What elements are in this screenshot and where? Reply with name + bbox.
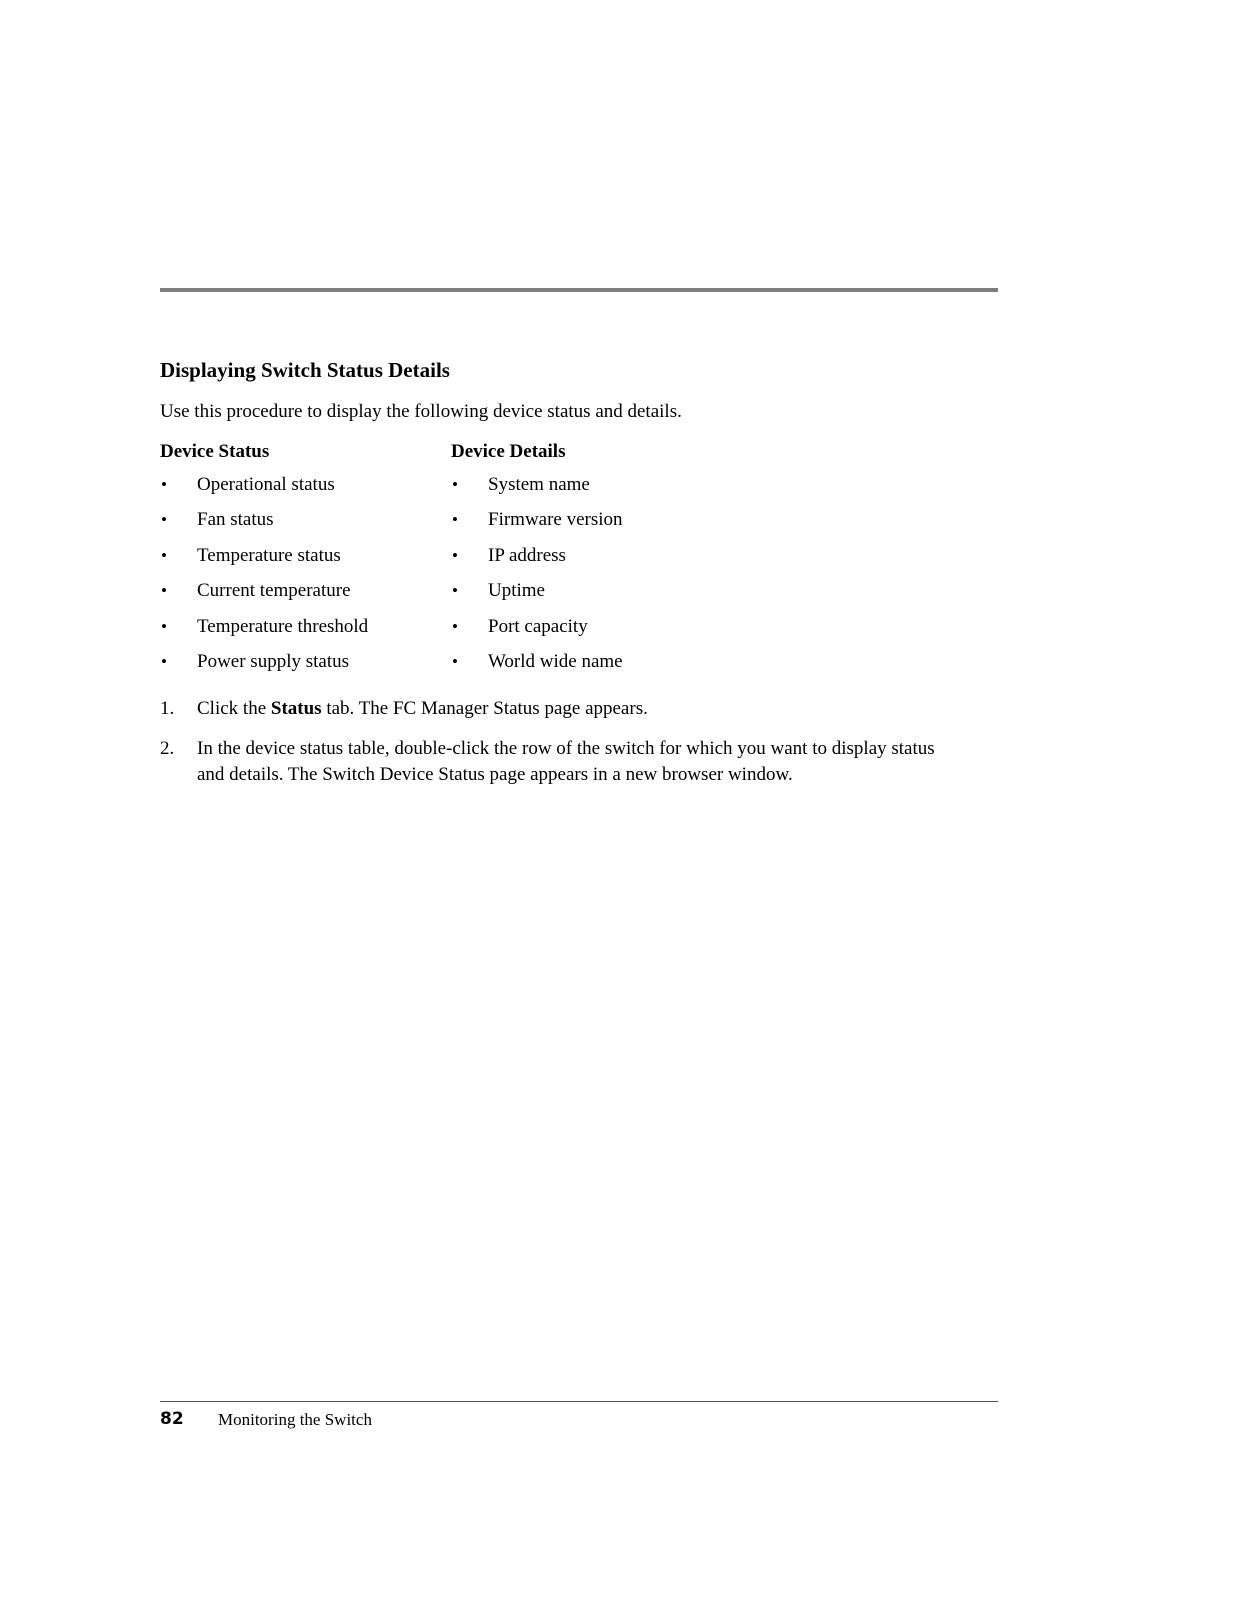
list-item (451, 544, 623, 579)
step-text: In the device status table, double-click the row of the switch for which you want to display status and details. The Switch Device Status page appears in a new browser window. (197, 738, 935, 785)
device-details-list (451, 473, 623, 685)
list-item-label: Uptime (488, 580, 545, 602)
bullet-icon: • (452, 475, 458, 494)
bullet-icon: • (161, 616, 167, 636)
bullet-icon: • (452, 510, 458, 530)
list-item (160, 615, 368, 650)
device-details-heading: Device Details (451, 441, 566, 462)
list-item-label: IP address (488, 544, 566, 566)
status-tab-reference: Status (270, 698, 322, 719)
procedure-step (160, 736, 950, 788)
list-item-label: World wide name (488, 650, 623, 672)
step-number: 2. (160, 738, 175, 759)
bullet-icon: • (452, 651, 458, 671)
footer-rule (160, 1401, 998, 1402)
bullet-icon: • (161, 545, 167, 565)
device-status-list (160, 473, 368, 685)
list-item-label: Temperature status (197, 544, 341, 566)
bullet-icon: • (161, 581, 167, 601)
header-rule (160, 288, 998, 292)
procedure-step (160, 696, 950, 722)
list-item-label: Firmware version (488, 509, 623, 531)
list-item (451, 473, 623, 508)
list-item-label: System name (488, 474, 590, 495)
list-item (451, 615, 623, 650)
list-item-label: Current temperature (197, 580, 351, 602)
intro-paragraph: Use this procedure to display the following device status and details. (160, 401, 682, 422)
procedure-steps (160, 696, 950, 802)
page-number: 82 (160, 1409, 184, 1429)
bullet-icon: • (161, 475, 167, 494)
list-item (160, 650, 368, 685)
list-item-label: Power supply status (197, 650, 349, 672)
list-item-label: Operational status (197, 474, 335, 495)
list-item (160, 508, 368, 543)
step-text-before: Click the (197, 698, 271, 719)
step-text-after: tab. The FC Manager Status page appears. (321, 698, 648, 719)
bullet-icon: • (452, 581, 458, 601)
list-item (451, 579, 623, 614)
list-item (160, 544, 368, 579)
section-title: Displaying Switch Status Details (160, 358, 450, 382)
list-item-label: Fan status (197, 509, 274, 531)
list-item (451, 650, 623, 685)
list-item (451, 508, 623, 543)
bullet-icon: • (161, 651, 167, 671)
list-item (160, 473, 368, 508)
list-item-label: Temperature threshold (197, 615, 369, 637)
bullet-icon: • (161, 510, 167, 530)
list-item (160, 579, 368, 614)
bullet-icon: • (452, 616, 458, 636)
device-status-heading: Device Status (160, 441, 270, 462)
step-number: 1. (160, 698, 175, 719)
footer-chapter-title: Monitoring the Switch (218, 1410, 372, 1429)
bullet-icon: • (452, 545, 458, 565)
list-item-label: Port capacity (488, 615, 588, 637)
